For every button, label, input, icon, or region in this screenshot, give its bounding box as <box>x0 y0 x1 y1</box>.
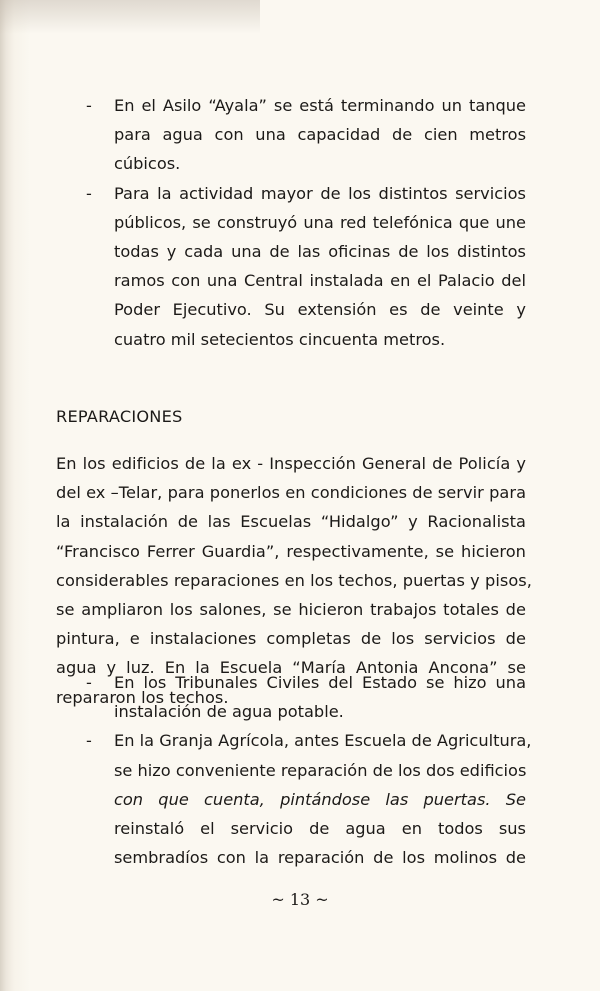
text-line: se hizo conveniente reparación de los dos edificios <box>114 760 527 780</box>
text-line: todas y cada una de las oficinas de los distintos <box>114 242 526 262</box>
text-line: En los edificios de la ex - Inspección General de Policía y <box>56 454 526 473</box>
text-line-italic: con que cuenta, pintándose las puertas. Se <box>114 789 526 809</box>
text-line: En los Tribunales Civiles del Estado se hizo una <box>114 673 526 692</box>
text-line: ramos con una Central instalada en el Palacio del <box>114 271 526 291</box>
bullet-list-bottom <box>86 668 532 872</box>
section-heading: REPARACIONES <box>56 407 183 426</box>
text-line: del ex –Telar, para ponerlos en condiciones de servir para <box>56 483 527 503</box>
bullet-dash: - <box>86 673 92 692</box>
text-line: públicos, se construyó una red telefónica que une <box>114 212 526 232</box>
bullet-list-top <box>86 91 526 354</box>
bullet-item-red-telefonica <box>86 179 526 354</box>
text-line: Para la actividad mayor de los distintos servicios <box>114 183 526 203</box>
text-line: pintura, e instalaciones completas de los servicios de <box>56 629 526 649</box>
text-line: para agua con una capacidad de cien metros <box>114 125 526 145</box>
text-line: sembradíos con la reparación de los molinos de <box>114 848 526 868</box>
text-line: reinstaló el servicio de agua en todos sus <box>114 819 526 839</box>
text-line: En el Asilo “Ayala” se está terminando un tanque <box>114 96 526 115</box>
bullet-item-granja-agricola <box>86 726 532 872</box>
text-line: instalación de agua potable. <box>114 702 344 722</box>
bullet-dash: - <box>86 731 92 751</box>
text-line: se ampliaron los salones, se hicieron trabajos totales de <box>56 600 526 620</box>
page-number: ~ 13 ~ <box>271 890 329 909</box>
text-line: considerables reparaciones en los techos, puertas y pisos, <box>56 570 532 590</box>
text-line: la instalación de las Escuelas “Hidalgo” y Racionalista <box>56 512 526 532</box>
bullet-item-asilo <box>86 91 526 179</box>
text-line: repararon los techos. <box>56 687 229 707</box>
text-line: “Francisco Ferrer Guardia”, respectivamente, se hicieron <box>56 541 526 561</box>
scan-shadow <box>0 0 260 34</box>
bullet-dash: - <box>86 183 92 203</box>
bullet-item-tribunales <box>86 668 526 726</box>
text-line: Poder Ejecutivo. Su extensión es de veinte y <box>114 300 526 320</box>
text-line: En la Granja Agrícola, antes Escuela de Agricultura, <box>114 731 532 751</box>
text-line: cuatro mil setecientos cincuenta metros. <box>114 329 446 349</box>
text-line: agua y luz. En la Escuela “María Antonia Ancona” se <box>56 658 526 678</box>
text-line: cúbicos. <box>114 154 181 174</box>
bullet-dash: - <box>86 96 92 115</box>
